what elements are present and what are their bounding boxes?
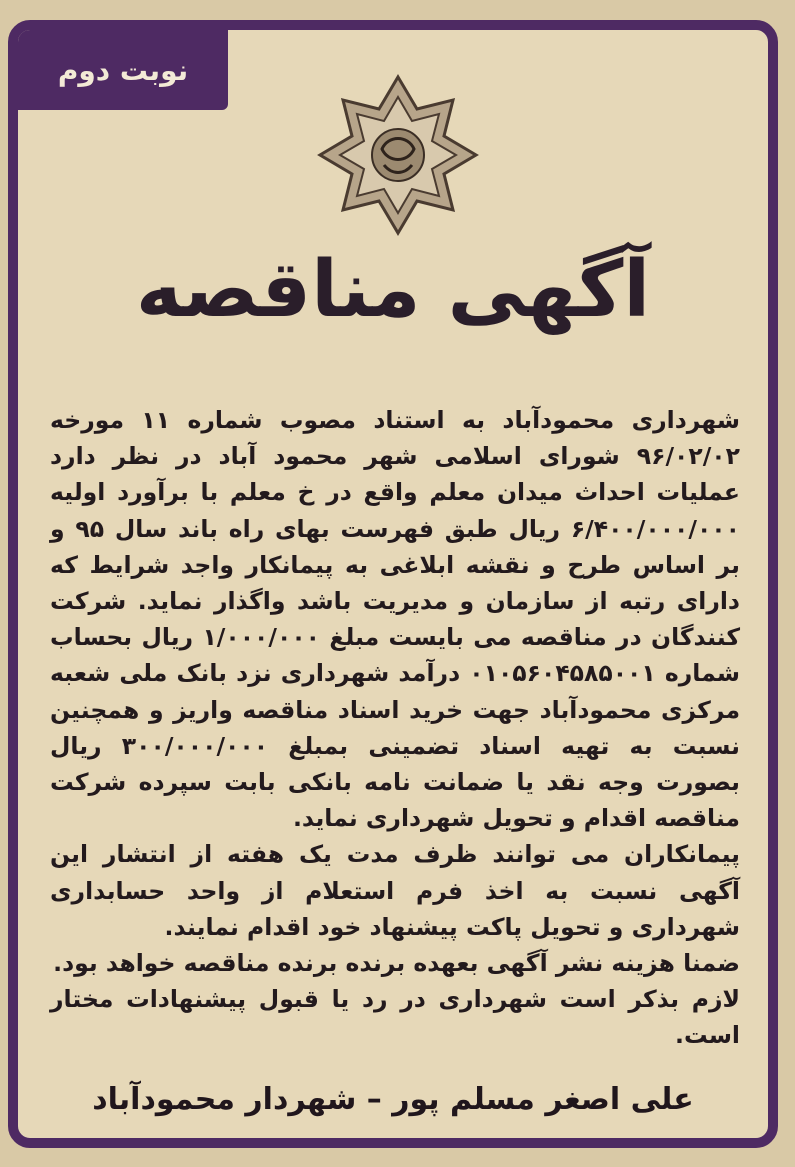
signature: علی اصغر مسلم پور – شهردار محمودآباد [92, 1082, 694, 1117]
round-badge: نوبت دوم [18, 30, 228, 110]
notice-title: آگهی مناقصه [135, 245, 651, 335]
notice-body [50, 402, 740, 1054]
notice-frame [8, 20, 778, 1148]
municipality-emblem-icon [313, 70, 483, 240]
notice-paragraph-contractors: پیمانکاران می توانند ظرف مدت یک هفته از انتشار این آگهی نسبت به اخذ فرم استعلام از واحد حسابداری شهرداری و تحویل پاکت پیشنهاد خود اقدام نمایند. [50, 840, 740, 941]
notice-paragraph-rights: لازم بذکر است شهرداری در رد یا قبول پیشنهادات مختار است. [50, 985, 740, 1050]
notice-paragraph-main: شهرداری محمودآباد به استناد مصوب شماره ۱۱ مورخه ۹۶/۰۲/۰۲ شورای اسلامی شهر محمود آباد در نظر دارد عملیات احداث میدان معلم واقع در خ معلم با برآورد اولیه ۶/۴۰۰/۰۰۰/۰۰۰ ریال طبق فهرست بهای راه باند سال ۹۵ و بر اساس طرح و نقشه ابلاغی به پیمانکار واجد شرایط که دارای رتبه از سازمان و مدیریت باشد واگذار نماید. شرکت کنندگان در مناقصه می بایست مبلغ ۱/۰۰۰/۰۰۰ ریال بحساب شماره ۰۱۰۵۶۰۴۵۸۵۰۰۱ درآمد شهرداری نزد بانک ملی شعبه مرکزی محمودآباد جهت خرید اسناد مناقصه واریز و همچنین نسبت به تهیه اسناد تضمینی بمبلغ ۳۰۰/۰۰۰/۰۰۰ ریال بصورت وجه نقد یا ضمانت نامه بانکی بابت سپرده شرکت مناقصه اقدام و تحویل شهرداری نماید. [50, 406, 741, 833]
notice-paragraph-cost: ضمنا هزینه نشر آگهی بعهده برنده برنده مناقصه خواهد بود. [53, 949, 740, 978]
